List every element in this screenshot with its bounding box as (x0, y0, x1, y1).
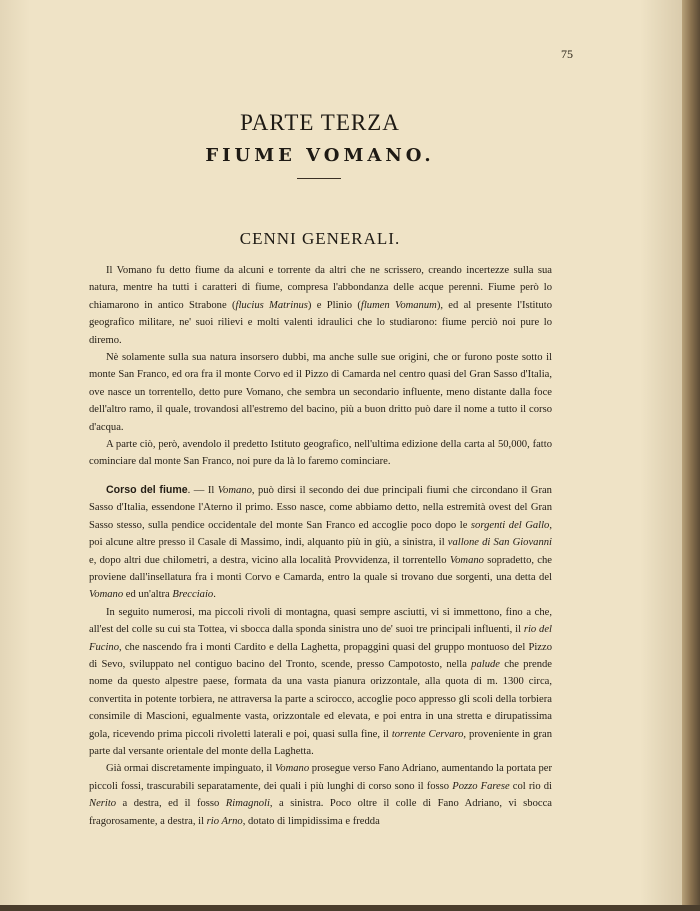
emphasis-text: flumen Vomanum (360, 299, 437, 311)
paragraph (89, 760, 552, 830)
emphasis-text: Nerito (89, 798, 117, 810)
text-run: prosegue verso Fano Adriano, aumentando la portata per piccoli fossi, trascurabili separatamente, dei quali i più lunghi di corso sono il fosso (89, 763, 552, 792)
paragraph-heading: Corso del fiume (106, 483, 188, 496)
text-run: sopradetto, che proviene dall'insellatura fra i monti Corvo e Camarda, entro la quale si trovano due sorgenti, una detta del (89, 554, 552, 583)
page-number: 75 (561, 47, 573, 61)
text-run: Già ormai discretamente impinguato, il (106, 763, 275, 775)
emphasis-text: Brecciaio (172, 589, 214, 601)
text-run: A parte ciò, però, avendolo il predetto Istituto geografico, nell'ultima edizione della carta al 50,000, fatto cominciare dal monte San Franco, noi pure da là lo faremo cominciare. (89, 439, 552, 468)
text-run: che prende nome da questo alpestre paese, formata da una vasta pianura orizzontale, alla quota di m. 1300 circa, convertita in potente torbiera, ne attraversa la parte a scirocco, accoglie poco appresso gli scoli della torbiera consimile di Mascioni, egualmente vasta, orizzontale ed elevata, e poi entra in una stretta e dirupatissima gola, ricevendo prima piccoli rivoletti laterali e poi, quasi sulla fine, il (89, 658, 552, 740)
emphasis-text: vallone di San Giovanni (447, 537, 552, 549)
emphasis-text: Vomano (89, 589, 124, 601)
text-run: , a sinistra. Poco oltre il colle di Fano Adriano, vi sbocca fragorosamente, a destra, il (89, 798, 552, 827)
text-run: , poi alcune altre presso il Casale di Massimo, indi, alquanto più in giù, a sinistra, il (89, 519, 553, 549)
paragraph (89, 262, 552, 349)
emphasis-text: Vomano (217, 484, 252, 496)
part-title: PARTE TERZA (240, 110, 400, 135)
emphasis-text: Rimagnoli (225, 798, 270, 810)
emphasis-text: rio Arno (206, 815, 243, 827)
paragraph (89, 349, 552, 436)
paragraph (89, 482, 552, 604)
emphasis-text: Pozzo Farese (452, 780, 510, 792)
page-bottom-edge (0, 905, 700, 911)
text-run: ), ed al presente l'Istituto geografico militare, ne' suoi rilievi e molti valenti idraulici che lo studiarono: fiume perciò noi pure lo diremo. (89, 299, 552, 346)
page-edge (682, 0, 700, 911)
text-run: Nè solamente sulla sua natura insorsero dubbi, ma anche sulle sue origini, che or furono poste sotto il monte San Franco, ed ora fra il monte Corvo ed il Pizzo di Camarda nel centro quasi del Gran Sasso d'Italia, ove nasce un torrentello, detto pure Vomano, che sembra un secondario influente, meno distante dalla foce dell'altro ramo, il quale, trovandosi all'estremo del bacino, più a buon dritto può dare il nome a tutto il corso d'acqua. (89, 352, 552, 433)
body-text (89, 262, 552, 830)
text-run: , dotato di limpidissima e fredda (242, 815, 380, 827)
text-run: col rio di (509, 780, 553, 792)
paragraph (89, 604, 552, 761)
paragraph (89, 436, 552, 471)
text-run: ed un'altra (123, 589, 173, 601)
emphasis-text: flucius Matrinus (235, 299, 308, 311)
emphasis-text: sorgenti del Gallo (470, 519, 550, 531)
emphasis-text: rio del Fucino (89, 624, 552, 653)
text-run: a destra, ed il fosso (116, 798, 226, 810)
text-run: , può dirsi il secondo dei due principali fiumi che circondano il Gran Sasso d'Italia, essendone l'Aterno il primo. Esso nasce, come abbiamo detto, nella estremità ovest del Gran Sasso stesso, sulla pendice occidentale del monte San Franco ed accoglie poco dopo le (89, 484, 552, 531)
text-run: Il Vomano fu detto fiume da alcuni e torrente da altri che ne scrissero, creando incertezze sulla sua natura, mentre ha tutti i caratteri di fiume, compresa l'abbondanza delle acque perenni. Fiume però lo chiamarono in antico Strabone ( (89, 265, 552, 311)
text-run: . — Il (187, 484, 218, 496)
title-rule (297, 178, 341, 179)
river-title: FIUME VOMANO. (205, 145, 435, 166)
emphasis-text: palude (471, 658, 500, 670)
text-run: In seguito numerosi, ma piccoli rivoli di montagna, quasi sempre asciutti, vi si immettono, fino a che, all'est del colle su cui sta Tottea, vi sbocca dalla sponda sinistra uno de' suoi tre principali influenti, il (89, 606, 552, 636)
text-run: e, dopo altri due chilometri, a destra, vicino alla località Provvidenza, il torrentello (89, 554, 450, 566)
emphasis-text: Vomano (274, 763, 310, 775)
text-run: , che nascendo fra i monti Cardito e della Laghetta, propaggini quasi del gruppo montuoso del Pizzo di Sevo, sviluppato nel contiguo bacino del Tronto, scende, presso Campotosto, nella (89, 641, 552, 670)
text-run: . (213, 589, 216, 601)
text-run: ) e Plinio ( (307, 299, 361, 311)
emphasis-text: Vomano (449, 554, 484, 566)
section-title: CENNI GENERALI. (239, 229, 401, 248)
emphasis-text: torrente Cervaro (391, 728, 464, 740)
text-run: , proveniente in gran parte dal versante orientale del monte della Laghetta. (89, 728, 552, 757)
